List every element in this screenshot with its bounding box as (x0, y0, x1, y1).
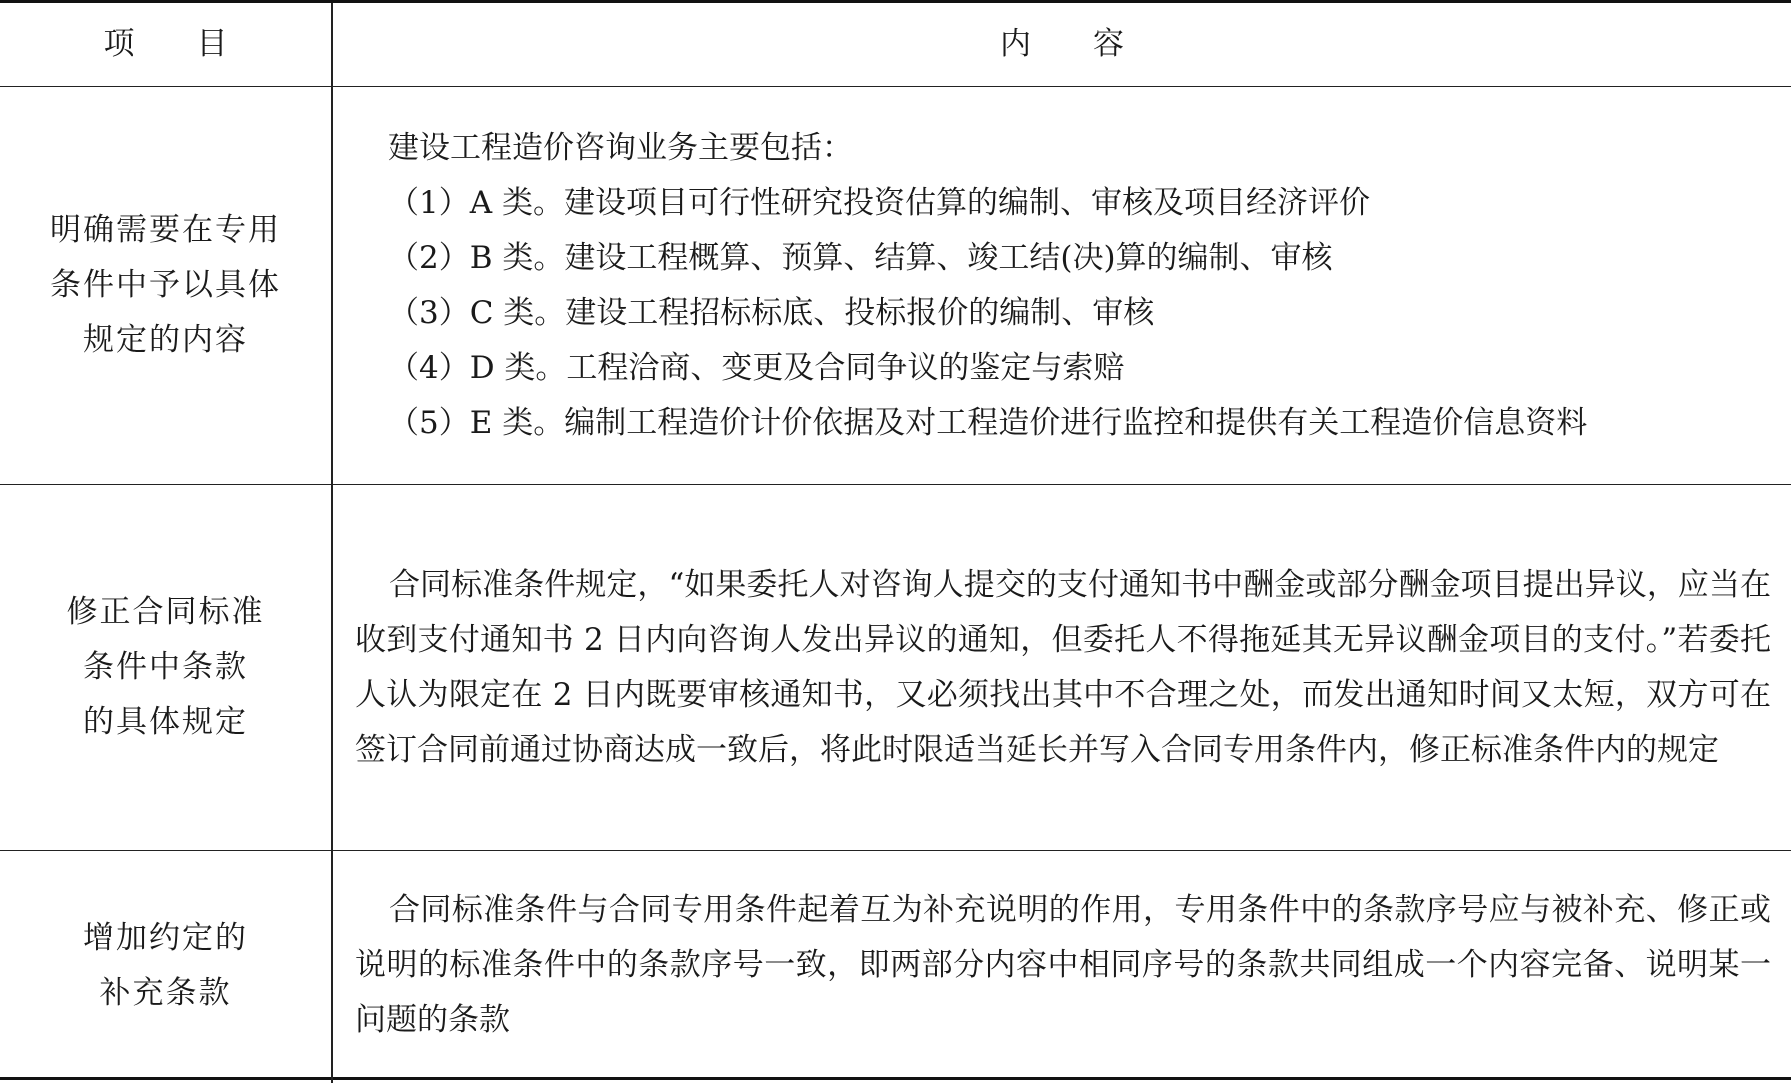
header-content: 内 容 (1000, 26, 1124, 62)
row-item-line: 补充条款 (99, 974, 232, 1011)
list-item: （3）C 类。建设工程招标标底、投标报价的编制、审核 (388, 294, 1155, 331)
row-item-line: 增加约定的 (83, 919, 248, 956)
row-item-label (0, 851, 331, 1080)
row-item-label (0, 87, 331, 484)
table-header-row (0, 3, 1791, 87)
column-divider (331, 3, 333, 1083)
row-content (333, 851, 1791, 1080)
row-content (333, 485, 1791, 850)
table-row (0, 485, 1791, 851)
row-paragraph: 合同标准条件规定，“如果委托人对咨询人提交的支付通知书中酬金或部分酬金项目提出异议，应当在收到支付通知书 2 日内向咨询人发出异议的通知，但委托人不得拖延其无异议酬金项目的支付。”若委托人认为限定在 2 日内既要审核通知书，又必须找出其中不合理之处，而发出通知时间又太短，双方可在签订合同前通过协商达成一致后，将此时限适当延长并写入合同专用条件内，修正标准条件内的规定 (355, 566, 1771, 768)
table-row (0, 87, 1791, 485)
row-item-label (0, 485, 331, 850)
row-content (333, 87, 1791, 484)
row-item-line: 规定的内容 (83, 322, 248, 358)
list-item: （5）E 类。编制工程造价计价依据及对工程造价进行监控和提供有关工程造价信息资料 (388, 404, 1588, 441)
row-paragraph: 合同标准条件与合同专用条件起着互为补充说明的作用，专用条件中的条款序号应与被补充、修正或说明的标准条件中的条款序号一致，即两部分内容中相同序号的条款共同组成一个内容完备、说明某一问题的条款 (355, 892, 1771, 1038)
list-item: （4）D 类。工程洽商、变更及合同争议的鉴定与索赔 (388, 349, 1125, 386)
header-item: 项 目 (103, 26, 228, 62)
list-item: （2）B 类。建设工程概算、预算、结算、竣工结(决)算的编制、审核 (388, 239, 1333, 276)
row-item-line: 条件中予以具体 (50, 267, 281, 303)
row-item-line: 条件中条款 (83, 649, 248, 685)
row-item-line: 修正合同标准 (66, 594, 265, 630)
row-item-line: 明确需要在专用 (50, 212, 281, 248)
list-item: （1）A 类。建设项目可行性研究投资估算的编制、审核及项目经济评价 (388, 184, 1370, 221)
list-intro: 建设工程造价咨询业务主要包括： (388, 129, 853, 166)
row-item-line: 的具体规定 (83, 704, 248, 740)
table-row (0, 851, 1791, 1080)
